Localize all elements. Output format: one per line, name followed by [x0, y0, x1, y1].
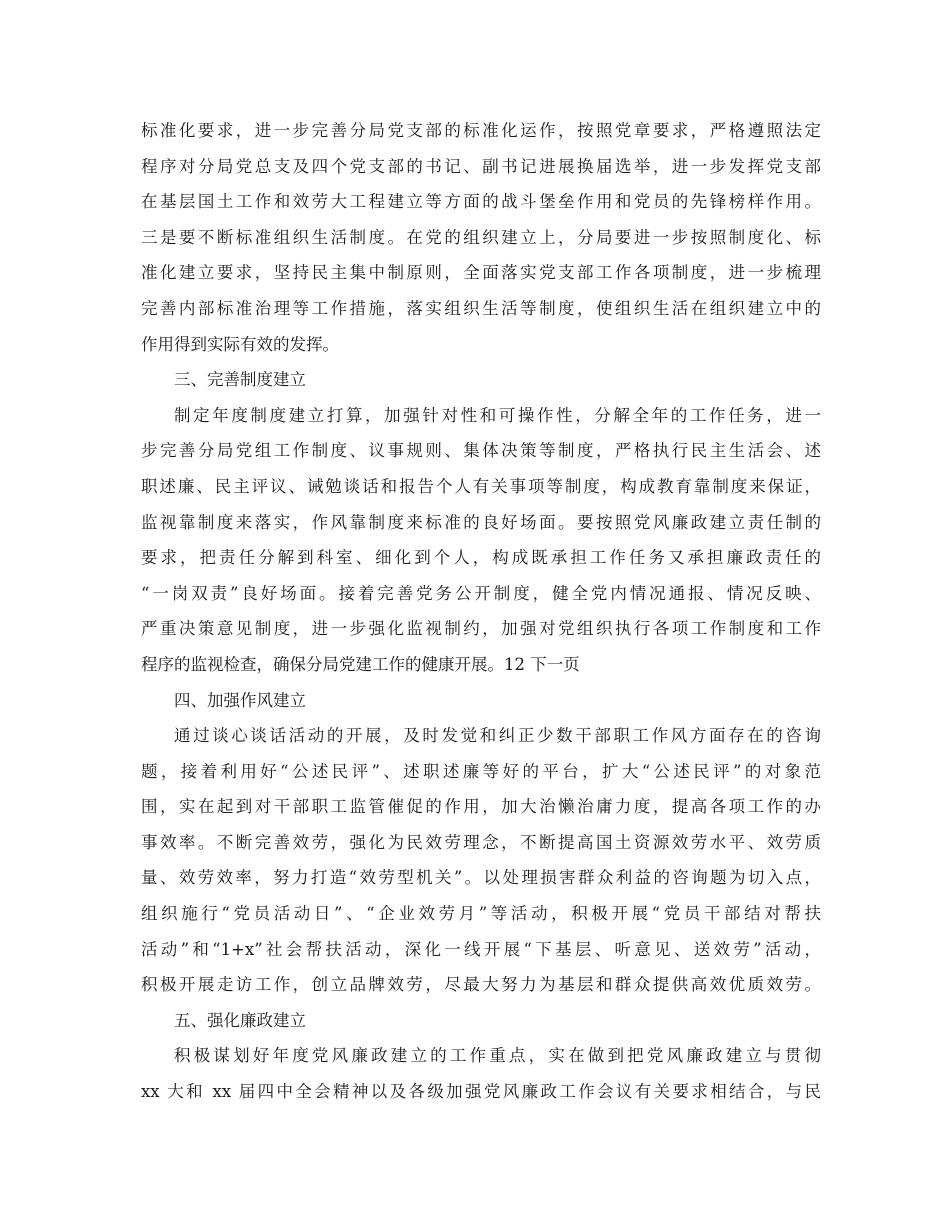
section-heading: 四、加强作风建立 — [174, 690, 306, 710]
paragraph-line: 题，接着利用好“公述民评”、述职述廉等好的平台，扩大“公述民评”的对象范 — [141, 761, 821, 781]
paragraph-line: 程序的监视检查，确保分局党建工作的健康开展。12 下一页 — [141, 654, 580, 674]
paragraph-line: 积极谋划好年度党风廉政建立的工作重点，实在做到把党风廉政建立与贯彻 — [174, 1046, 821, 1066]
paragraph-line: 围，实在起到对干部职工监管催促的作用，加大治懒治庸力度，提高各项工作的办 — [141, 797, 821, 817]
paragraph-line: 制定年度制度建立打算，加强针对性和可操作性，分解全年的工作任务，进一 — [174, 405, 821, 425]
paragraph-line: xx 大和 xx 届四中全会精神以及各级加强党风廉政工作会议有关要求相结合，与民 — [141, 1082, 821, 1102]
section-heading: 三、完善制度建立 — [174, 370, 306, 390]
paragraph-line: 事效率。不断完善效劳，强化为民效劳理念，不断提高国土资源效劳水平、效劳质 — [141, 832, 821, 852]
paragraph-line: 通过谈心谈话活动的开展，及时发觉和纠正少数干部职工作风方面存在的咨询 — [174, 726, 821, 746]
paragraph-line: 作用得到实际有效的发挥。 — [141, 334, 339, 354]
section-heading: 五、强化廉政建立 — [174, 1010, 306, 1030]
document-body — [141, 113, 821, 1110]
paragraph-line: 职述廉、民主评议、诫勉谈话和报告个人有关事项等制度，构成教育靠制度来保证， — [141, 476, 821, 496]
paragraph-line: 严重决策意见制度，进一步强化监视制约，加强对党组织执行各项工作制度和工作 — [141, 619, 821, 639]
paragraph-line: “一岗双责”良好场面。接着完善党务公开制度，健全党内情况通报、情况反映、 — [141, 583, 821, 603]
paragraph-line: 程序对分局党总支及四个党支部的书记、副书记进展换届选举，进一步发挥党支部 — [141, 156, 821, 176]
paragraph-line: 积极开展走访工作，创立品牌效劳，尽最大努力为基层和群众提供高效优质效劳。 — [141, 975, 821, 995]
paragraph-line: 在基层国土工作和效劳大工程建立等方面的战斗堡垒作用和党员的先锋榜样作用。 — [141, 192, 821, 212]
paragraph-line: 三是要不断标准组织生活制度。在党的组织建立上，分局要进一步按照制度化、标 — [141, 227, 821, 247]
paragraph-line: 组织施行“党员活动日”、“企业效劳月”等活动，积极开展“党员干部结对帮扶 — [141, 904, 821, 924]
paragraph-line: 完善内部标准治理等工作措施，落实组织生活等制度，使组织生活在组织建立中的 — [141, 298, 821, 318]
paragraph-line: 活动”和“1+x”社会帮扶活动，深化一线开展“下基层、听意见、送效劳”活动， — [141, 939, 821, 959]
paragraph-line: 要求，把责任分解到科室、细化到个人，构成既承担工作任务又承担廉政责任的 — [141, 548, 821, 568]
paragraph-line: 监视靠制度来落实，作风靠制度来标准的良好场面。要按照党风廉政建立责任制的 — [141, 512, 821, 532]
paragraph-line: 量、效劳效率，努力打造“效劳型机关”。以处理损害群众利益的咨询题为切入点， — [141, 868, 821, 888]
paragraph-line: 步完善分局党组工作制度、议事规则、集体决策等制度，严格执行民主生活会、述 — [141, 441, 821, 461]
paragraph-line: 标准化要求，进一步完善分局党支部的标准化运作，按照党章要求，严格遵照法定 — [141, 121, 821, 140]
paragraph-line: 准化建立要求，坚持民主集中制原则，全面落实党支部工作各项制度，进一步梳理 — [141, 263, 821, 283]
